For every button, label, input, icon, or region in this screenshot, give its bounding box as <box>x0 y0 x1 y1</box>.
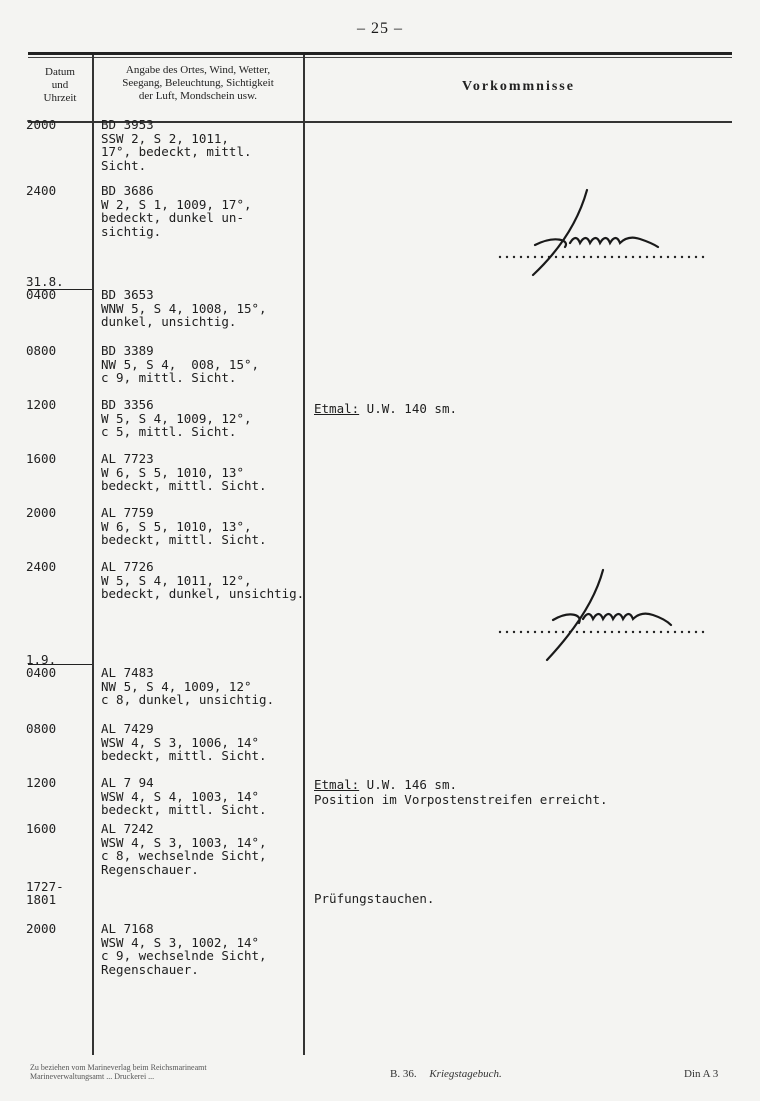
event-etmal-1 <box>314 402 457 416</box>
entry-line: WNW 5, S 4, 1008, 15°, <box>101 300 267 316</box>
entry-line: BD 3953 <box>101 117 154 132</box>
form-title: Kriegstagebuch. <box>429 1068 502 1080</box>
entry-line: dunkel, unsichtig. <box>101 314 237 329</box>
entry-observation <box>101 398 311 439</box>
entry-observation <box>101 722 311 763</box>
entry-line: W 5, S 4, 1009, 12°, <box>101 410 252 426</box>
entry-line: NW 5, S 4, 1009, 12° <box>101 678 252 694</box>
entry-datetime <box>26 822 92 835</box>
entry-line: bedeckt, mittl. Sicht. <box>101 748 267 763</box>
entry-line: BD 3389 <box>101 343 154 358</box>
header-col2-line: Seegang, Beleuchtung, Sichtigkeit <box>122 77 274 89</box>
entry-datetime <box>26 506 92 519</box>
event-text: U.W. 140 sm. <box>359 401 457 416</box>
entry-observation <box>101 776 311 817</box>
entry-line: AL 7242 <box>101 821 154 836</box>
entry-date: 31.8. <box>26 274 64 289</box>
entry-line: WSW 4, S 4, 1003, 14° <box>101 788 260 804</box>
entry-line: NW 5, S 4, 008, 15°, <box>101 356 260 372</box>
entry-line: BD 3653 <box>101 287 154 302</box>
entry-datetime <box>26 344 92 357</box>
entry-datetime <box>26 452 92 465</box>
entry-time: 2000 <box>26 117 57 132</box>
entry-observation <box>101 922 311 976</box>
entry-time: 1200 <box>26 775 57 790</box>
entry-line: c 8, wechselnde Sicht, <box>101 848 267 863</box>
top-rule <box>28 52 732 55</box>
header-location-weather <box>94 64 302 103</box>
event-text: U.W. 146 sm. <box>359 777 457 792</box>
entry-time: 0800 <box>26 343 57 358</box>
entry-line: Regenschauer. <box>101 861 199 877</box>
entry-line: SSW 2, S 2, 1011, <box>101 130 229 146</box>
header-col1-line: Datum <box>45 66 75 78</box>
entry-datetime <box>26 398 92 411</box>
entry-datetime <box>26 275 92 301</box>
event-etmal-2 <box>314 778 457 792</box>
entry-time: 0800 <box>26 721 57 736</box>
entry-time: 0400 <box>26 665 57 680</box>
footer-publisher <box>30 1063 207 1081</box>
event-text: Prüfungstauchen. <box>314 891 435 906</box>
entry-line: bedeckt, dunkel un- <box>101 210 244 225</box>
entry-observation <box>101 506 311 547</box>
entry-line: W 6, S 5, 1010, 13°, <box>101 518 252 534</box>
event-position <box>314 793 608 807</box>
entry-time: 1200 <box>26 397 57 412</box>
entry-line: WSW 4, S 3, 1006, 14° <box>101 734 260 750</box>
header-date-time <box>28 66 92 105</box>
entry-observation <box>101 560 311 601</box>
entry-datetime <box>26 184 92 197</box>
event-key: Etmal: <box>314 401 360 416</box>
header-col1-line: Uhrzeit <box>43 92 77 104</box>
entry-datetime <box>26 880 92 906</box>
entry-time: 2400 <box>26 183 57 198</box>
entry-time: 1600 <box>26 451 57 466</box>
header-col2-line: Angabe des Ortes, Wind, Wetter, <box>125 64 271 76</box>
entry-time: 2400 <box>26 559 57 574</box>
page-number: – 25 – <box>357 20 403 37</box>
event-key: Etmal: <box>314 777 360 792</box>
entry-observation <box>101 184 311 238</box>
header-col1-line: und <box>51 79 69 91</box>
footer-line: Zu beziehen vom Marineverlag beim Reichsmarineamt <box>30 1063 207 1072</box>
commander-signature <box>495 185 715 280</box>
entry-observation <box>101 666 311 707</box>
event-pruefungstauchen <box>314 892 434 906</box>
entry-line: c 8, dunkel, unsichtig. <box>101 692 275 707</box>
entry-observation <box>101 822 311 876</box>
entry-line: AL 7723 <box>101 451 154 466</box>
entry-line: WSW 4, S 3, 1003, 14°, <box>101 834 267 850</box>
entry-line: c 9, mittl. Sicht. <box>101 370 237 385</box>
entry-time-end: 1801 <box>26 892 57 907</box>
entry-time: 2000 <box>26 505 57 520</box>
entry-line: c 5, mittl. Sicht. <box>101 424 237 439</box>
entry-line: W 5, S 4, 1011, 12°, <box>101 572 252 588</box>
entry-line: bedeckt, mittl. Sicht. <box>101 532 267 547</box>
header-col2-line: der Luft, Mondschein usw. <box>138 90 258 102</box>
entry-line: WSW 4, S 3, 1002, 14° <box>101 934 260 950</box>
entry-line: AL 7483 <box>101 665 154 680</box>
top-rule-thin <box>28 57 732 58</box>
entry-time: 0400 <box>26 287 57 302</box>
entry-line: 17°, bedeckt, mittl. <box>101 144 252 159</box>
entry-line: W 6, S 5, 1010, 13° <box>101 464 244 480</box>
entry-datetime <box>26 776 92 789</box>
entry-datetime <box>26 560 92 573</box>
entry-line: Sicht. <box>101 157 147 173</box>
footer-form <box>390 1068 502 1080</box>
entry-datetime <box>26 722 92 735</box>
entry-observation <box>101 344 311 385</box>
entry-time: 1600 <box>26 821 57 836</box>
entry-time: 1727- <box>26 879 64 894</box>
column-divider-1 <box>92 55 94 1055</box>
entry-datetime <box>26 118 92 131</box>
entry-line: BD 3356 <box>101 397 154 412</box>
entry-line: sichtig. <box>101 223 162 239</box>
entry-line: bedeckt, mittl. Sicht. <box>101 478 267 493</box>
entry-observation <box>101 288 311 329</box>
entry-line: bedeckt, mittl. Sicht. <box>101 802 267 817</box>
commander-signature <box>495 565 715 665</box>
entry-line: BD 3686 <box>101 183 154 198</box>
footer-din: Din A 3 <box>684 1068 719 1080</box>
entry-line: bedeckt, dunkel, unsichtig. <box>101 586 305 601</box>
entry-line: AL 7429 <box>101 721 154 736</box>
entry-date: 1.9. <box>26 652 57 667</box>
entry-datetime <box>26 653 92 679</box>
entry-observation <box>101 452 311 493</box>
header-events: Vorkommnisse <box>462 79 575 94</box>
entry-time: 2000 <box>26 921 57 936</box>
entry-line: c 9, wechselnde Sicht, <box>101 948 267 963</box>
entry-observation <box>101 118 311 172</box>
entry-line: AL 7 94 <box>101 775 154 790</box>
event-text: Position im Vorpostenstreifen erreicht. <box>314 792 608 807</box>
form-number: B. 36. <box>390 1068 417 1080</box>
entry-line: AL 7726 <box>101 559 154 574</box>
entry-datetime <box>26 922 92 935</box>
footer-line: Marineverwaltungsamt ... Druckerei ... <box>30 1072 155 1081</box>
entry-line: AL 7759 <box>101 505 154 520</box>
entry-line: W 2, S 1, 1009, 17°, <box>101 196 252 212</box>
entry-line: AL 7168 <box>101 921 154 936</box>
entry-line: Regenschauer. <box>101 961 199 977</box>
